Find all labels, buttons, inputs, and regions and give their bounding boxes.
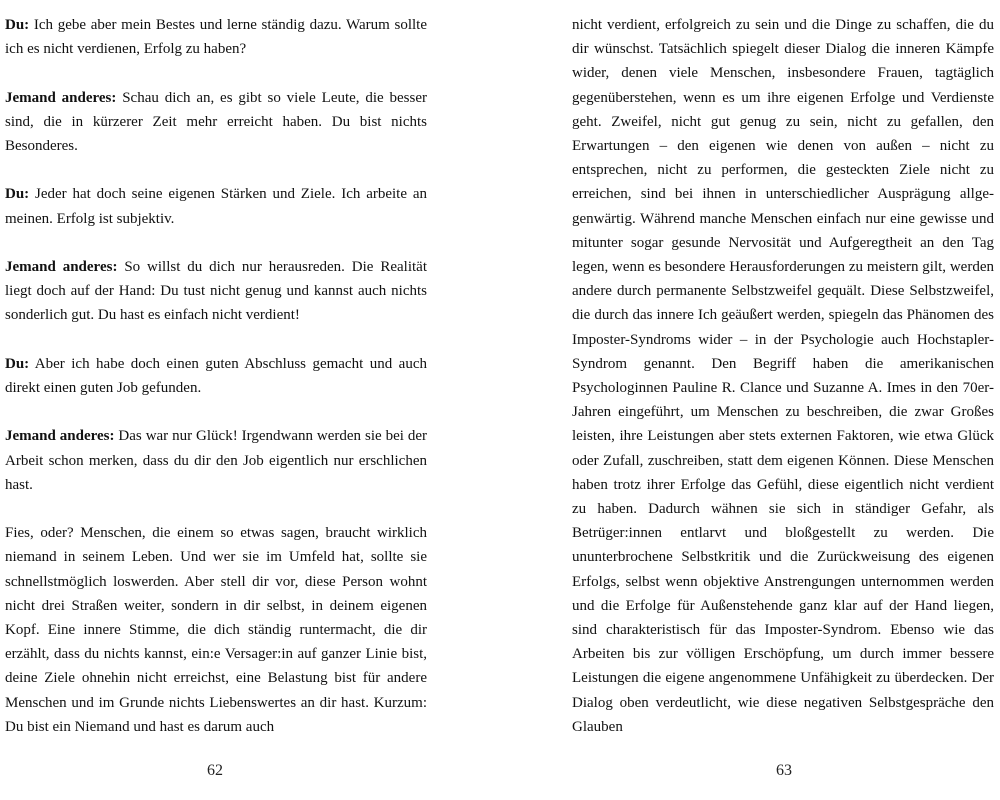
speaker-label: Du: bbox=[5, 355, 30, 372]
body-paragraph: Fies, oder? Menschen, die einem so etwas sagen, braucht wirklich niemand in seinem Leben. Und wer sie im Umfeld hat, sollte sie schnellstmöglich loswerden. Aber stell dir vor, diese Person wohnt nicht drei Straßen weiter, sondern in dir selbst, in deinem eigenen Kopf. Eine innere Stimme, die dich ständig runtermacht, die dir erzählt, dass du nichts kannst, ein:e Versager:in auf ganzer Linie bist, deine Ziele ohnehin nicht erreichst, eine Belastung bist für andere Menschen und im Grunde nichts Liebenswertes an dir hast. Kurzum: Du bist ein Niemand und hast es darum auch bbox=[5, 525, 427, 735]
speaker-label: Jemand anderes: bbox=[5, 258, 118, 275]
dialogue-line bbox=[5, 255, 427, 328]
dialogue-text: Jeder hat doch seine eigenen Stärken und Ziele. Ich arbeite an meinen. Erfolg ist subjektiv. bbox=[5, 186, 427, 227]
dialogue-text: Schau dich an, es gibt so viele Leute, die besser sind, die in kürzerer Zeit mehr erreicht haben. Du bist nichts Besonderes. bbox=[5, 89, 428, 154]
speaker-label: Jemand anderes: bbox=[5, 428, 115, 445]
dialogue-line bbox=[5, 86, 427, 159]
dialogue-line bbox=[5, 13, 427, 61]
speaker-label: Du: bbox=[5, 186, 30, 203]
right-page bbox=[572, 13, 994, 739]
dialogue-text: Das war nur Glück! Irgendwann werden sie bei der Arbeit schon merken, dass du dir den Job eigentlich nur erschlichen hast. bbox=[5, 428, 427, 493]
dialogue-line bbox=[5, 424, 427, 497]
page-number-left: 62 bbox=[207, 762, 223, 779]
dialogue-line bbox=[5, 352, 427, 400]
speaker-label: Jemand anderes: bbox=[5, 89, 117, 106]
dialogue-text: Ich gebe aber mein Bestes und lerne ständig dazu. Warum sollte ich es nicht verdienen, Erfolg zu haben? bbox=[5, 17, 427, 58]
body-paragraph: nicht verdient, erfolgreich zu sein und die Dinge zu schaffen, die du dir wünschst. Tatsächlich spiegelt dieser Dialog die inneren Kämpfe wider, denen viele Menschen, insbesondere Frauen, tagtäglich gegenüberstehen, wenn es um ihre eigenen Erfolge und Verdienste geht. Zweifel, nicht gut genug zu sein, nicht zu gefallen, den Erwartungen – den eigenen wie denen von außen – nicht zu entsprechen, nicht zu performen, die gesteckten Ziele nicht zu erreichen, sind bei ihnen in unterschiedlicher Ausprägung allgegenwärtig. Während manche Menschen einfach nur eine gewisse und mitunter sogar gesunde Nervosität und Aufgeregtheit an den Tag legen, wenn es besondere Herausforderungen zu meistern gilt, werden andere durch permanente Selbstzweifel gequält. Diese Selbstzweifel, die durch das innere Ich geäußert werden, spiegeln das Phänomen des Imposter-Syndroms wider – in der Psychologie auch Hochstapler-Syndrom genannt. Den Begriff haben die amerikanischen Psychologinnen Pauline R. Clance und Suzanne A. Imes in den 70er-Jahren eingeführt, um Menschen zu beschreiben, die zwar Großes leisten, ihre Leistungen aber stets externen Faktoren, wie etwa Glück oder Zufall, zuschreiben, statt dem eigenen Können. Diese Menschen haben trotz ihrer Erfolge das Gefühl, diese eigentlich nicht verdient zu haben. Dadurch wähnen sie sich in ständiger Gefahr, als Betrüger:innen entlarvt und bloßgestellt zu werden. Die ununterbrochene Selbstkritik und die Zurückweisung des eigenen Erfolgs, selbst wenn objektive Anstrengungen unternommen werden und die Erfolge für Außenstehende ganz klar auf der Hand liegen, sind charakteristisch für das Imposter-Syndrom. Ebenso wie das Arbeiten bis zur völligen Erschöpfung, um durch immer bessere Leistungen die eigene angenommene Unfähigkeit zu überdecken. Der Dialog oben verdeutlicht, wie diese negativen Selbstgespräche den Glauben bbox=[572, 17, 994, 735]
speaker-label: Du: bbox=[5, 17, 30, 33]
dialogue-text: So willst du dich nur herausreden. Die Realität liegt doch auf der Hand: Du tust nicht genug und kannst auch nichts sonderlich gut. Du hast es einfach nicht verdient! bbox=[5, 258, 427, 324]
left-page bbox=[5, 13, 427, 739]
dialogue-text: Aber ich habe doch einen guten Abschluss gemacht und auch direkt einen guten Job gefunden. bbox=[5, 355, 427, 396]
page-number-right: 63 bbox=[776, 762, 792, 779]
dialogue-line bbox=[5, 182, 427, 230]
